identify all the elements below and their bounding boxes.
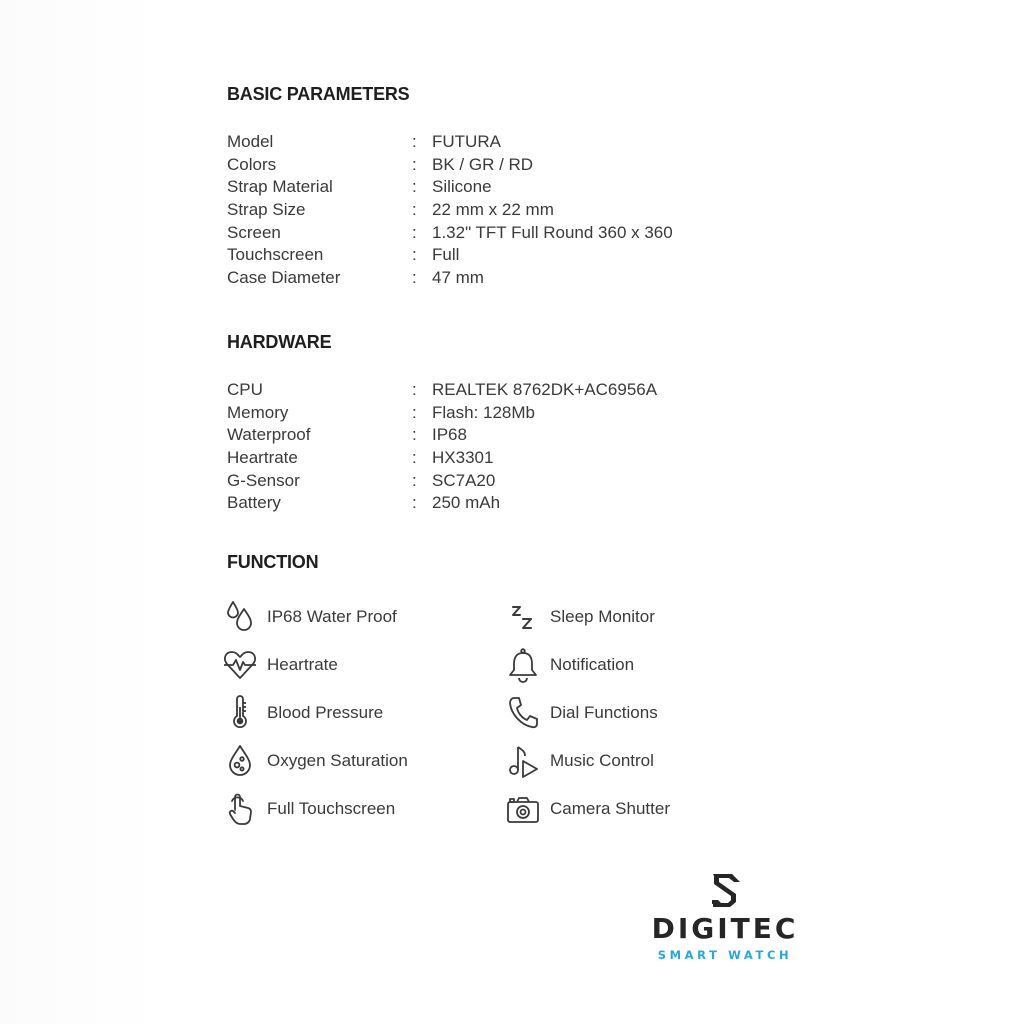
param-colon: : — [412, 493, 417, 513]
param-colon: : — [412, 245, 417, 265]
param-value: IP68 — [432, 425, 467, 445]
param-label: Strap Material — [227, 177, 333, 197]
function-label: Oxygen Saturation — [267, 751, 408, 770]
param-colon: : — [412, 425, 417, 445]
param-label: CPU — [227, 380, 263, 399]
param-colon: : — [412, 132, 417, 151]
brand-tagline: SMART WATCH — [657, 948, 793, 962]
brand-name: DIGITEC — [651, 912, 799, 945]
param-label: G-Sensor — [227, 470, 300, 490]
function-item-music-control — [503, 739, 654, 783]
param-value: SC7A20 — [432, 470, 496, 490]
phone-icon — [503, 693, 543, 733]
param-label: Strap Size — [227, 200, 306, 220]
param-value: Flash: 128Mb — [432, 402, 535, 422]
function-grid — [220, 595, 740, 845]
param-value: 47 mm — [432, 268, 484, 288]
param-label: Heartrate — [227, 448, 298, 468]
param-label: Colors — [227, 154, 277, 174]
touch-finger-icon — [220, 789, 260, 829]
param-value: BK / GR / RD — [432, 154, 534, 174]
function-item-camera-shutter — [503, 787, 670, 831]
page-shadow — [0, 0, 160, 1024]
hardware-heading: HARDWARE — [227, 332, 332, 352]
param-label: Battery — [227, 493, 281, 513]
function-label: Notification — [550, 655, 635, 674]
function-label: Camera Shutter — [550, 799, 670, 818]
param-value: 22 mm x 22 mm — [432, 200, 554, 220]
param-label: Case Diameter — [227, 268, 341, 288]
param-value: Full — [432, 245, 460, 265]
function-item-dial-functions — [503, 691, 658, 735]
param-value: HX3301 — [432, 448, 494, 468]
bell-icon — [503, 645, 543, 685]
function-item-oxygen-saturation — [220, 739, 408, 783]
oxygen-drop-icon — [220, 741, 260, 781]
camera-icon — [503, 789, 543, 829]
function-label: IP68 Water Proof — [267, 607, 397, 626]
param-value: 250 mAh — [432, 493, 501, 513]
function-item-water-proof — [220, 595, 397, 639]
param-colon: : — [412, 380, 417, 399]
sleep-zz-icon — [503, 597, 543, 637]
param-label: Memory — [227, 402, 289, 422]
param-colon: : — [412, 177, 417, 197]
param-label: Model — [227, 132, 274, 151]
basic-parameters-heading: BASIC PARAMETERS — [227, 84, 410, 104]
heartbeat-icon — [220, 645, 260, 685]
function-label: Blood Pressure — [267, 703, 384, 722]
param-label: Screen — [227, 222, 281, 242]
function-item-notification — [503, 643, 634, 687]
param-colon: : — [412, 200, 417, 220]
param-label: Waterproof — [227, 425, 311, 445]
function-item-heartrate — [220, 643, 338, 687]
param-label: Touchscreen — [227, 245, 324, 265]
function-heading: FUNCTION — [227, 552, 319, 572]
param-colon: : — [412, 222, 417, 242]
thermometer-icon — [220, 693, 260, 733]
music-note-icon — [503, 741, 543, 781]
param-value: Silicone — [432, 177, 492, 197]
param-colon: : — [412, 268, 417, 288]
function-label: Heartrate — [267, 655, 338, 674]
water-drops-icon — [220, 597, 260, 637]
digitec-s-logo-icon — [710, 872, 742, 908]
function-item-sleep-monitor — [503, 595, 655, 639]
param-colon: : — [412, 154, 417, 174]
param-colon: : — [412, 448, 417, 468]
function-label: Music Control — [550, 751, 654, 770]
param-value: 1.32" TFT Full Round 360 x 360 — [432, 222, 673, 242]
digitec-logo — [640, 872, 810, 967]
function-label: Dial Functions — [550, 703, 658, 722]
function-item-blood-pressure — [220, 691, 383, 735]
param-colon: : — [412, 470, 417, 490]
param-colon: : — [412, 402, 417, 422]
function-label: Sleep Monitor — [550, 607, 655, 626]
param-value: REALTEK 8762DK+AC6956A — [432, 380, 658, 399]
function-label: Full Touchscreen — [267, 799, 396, 818]
param-value: FUTURA — [432, 132, 501, 151]
function-item-full-touchscreen — [220, 787, 395, 831]
